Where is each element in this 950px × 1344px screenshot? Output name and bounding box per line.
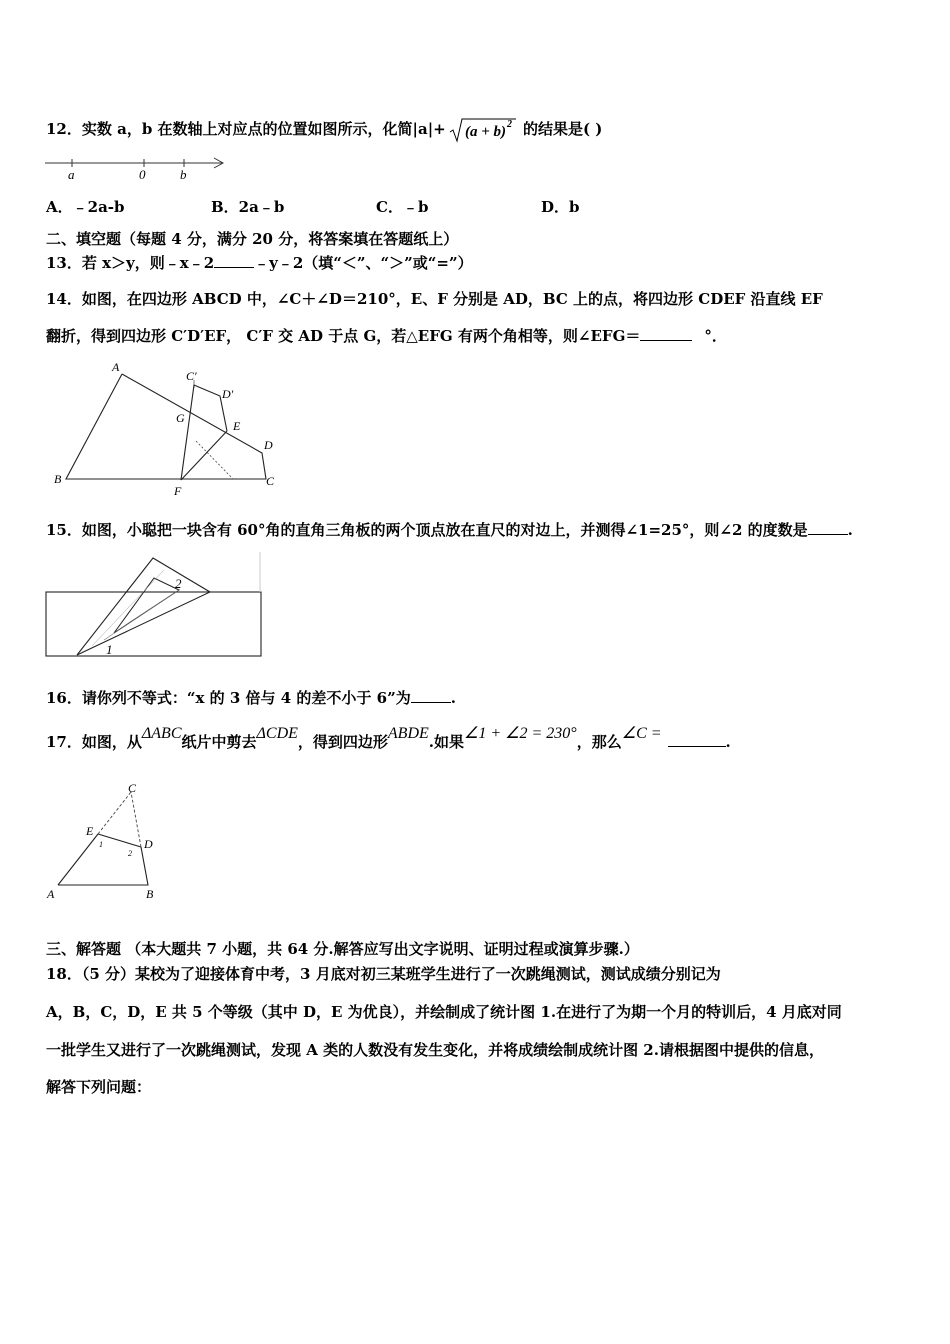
q14-line2-text: 翻折，得到四边形 C′D′EF， C′F 交 AD 于点 G，若△EFG 有两个角相等，则∠EFG＝ xyxy=(46,327,641,345)
q18-line1: 18．（5 分）某校为了迎接体育中考，3 月底对初三某班学生进行了一次跳绳测试，测试成绩分别记为 xyxy=(46,965,721,983)
q12-number-line xyxy=(44,154,229,184)
q15-text-b: . xyxy=(847,521,853,539)
axis-label-0: 0 xyxy=(139,167,146,182)
q17-label-A: A xyxy=(47,887,55,901)
q15-figure xyxy=(44,550,266,660)
q16-blank xyxy=(411,688,451,703)
q14-label-Cprime: C′ xyxy=(186,369,197,383)
q17-mid4: ，那么 xyxy=(576,733,622,751)
q17-cond: ∠1 + ∠2 = 230° xyxy=(464,725,577,742)
sqrt-symbol-icon xyxy=(448,116,518,144)
q14-line1: 14．如图，在四边形 ABCD 中，∠C＋∠D＝210°，E、F 分别是 AD，BC 上的点，将四边形 CDEF 沿直线 EF xyxy=(46,290,823,308)
q12-stem-text: 12．实数 a，b 在数轴上对应点的位置如图所示，化简|a|+ xyxy=(46,120,446,138)
q14-label-C: C xyxy=(266,474,275,488)
q12-option-c: C．﹣b xyxy=(376,198,429,216)
q17-label-D: D xyxy=(144,837,153,851)
q17-tri1: ΔABC xyxy=(141,725,182,742)
q13-blank xyxy=(214,253,254,268)
q14-label-D: D xyxy=(264,438,273,452)
section2-heading: 二、填空题（每题 4 分，满分 20 分，将答案填在答题纸上） xyxy=(46,230,459,248)
q14-label-E: E xyxy=(233,419,241,433)
q12-option-b: B．2a﹣b xyxy=(211,198,285,216)
q15 xyxy=(46,520,853,540)
q14-label-G: G xyxy=(176,411,185,425)
q17-label-C: C xyxy=(128,782,137,795)
q15-label-1: 1 xyxy=(106,642,113,657)
q16-text-b: . xyxy=(450,689,456,707)
q12-option-a: A．﹣2a-b xyxy=(46,198,125,216)
q17-label-E: E xyxy=(86,824,94,838)
q14-line2 xyxy=(46,326,727,346)
q17-mid1: 纸片中剪去 xyxy=(181,733,257,751)
q17-prefix: 17．如图，从 xyxy=(46,733,142,751)
q14-label-B: B xyxy=(54,472,62,486)
q16-text-a: 16．请你列不等式：“x 的 3 倍与 4 的差不小于 6”为 xyxy=(46,689,411,707)
q13 xyxy=(46,253,473,273)
q18-line2: A，B，C，D，E 共 5 个等级（其中 D，E 为优良），并绘制成了统计图 1.在进行了为期一个月的特训后，4 月底对同 xyxy=(46,1003,842,1021)
q14-figure xyxy=(46,358,286,500)
q14-blank xyxy=(640,326,692,341)
q17-mid2: ，得到四边形 xyxy=(297,733,388,751)
q12-radicand-exponent: 2 xyxy=(506,119,512,130)
q14-label-F: F xyxy=(174,484,182,498)
axis-label-b: b xyxy=(180,167,187,182)
q14-label-A: A xyxy=(112,360,120,374)
q17-blank xyxy=(668,732,726,747)
q12-stem xyxy=(46,116,602,144)
q13-text-b: ﹣y﹣2（填“＜”、“＞”或“=”） xyxy=(254,254,473,272)
q15-text-a: 15．如图，小聪把一块含有 60°角的直角三角板的两个顶点放在直尺的对边上，并测得∠1=25°，则∠2 的度数是 xyxy=(46,521,808,539)
q17-mid3: .如果 xyxy=(428,733,465,751)
q17 xyxy=(46,725,731,753)
q14-line2-end: °． xyxy=(704,327,727,345)
axis-label-a: a xyxy=(68,167,75,182)
q12-sqrt xyxy=(448,116,518,144)
q17-end: . xyxy=(725,733,731,751)
q12-radicand: (a + b) xyxy=(464,124,506,140)
q15-blank xyxy=(808,520,848,535)
q17-label-1: 1 xyxy=(99,840,103,849)
q16 xyxy=(46,688,456,708)
q18-line3: 一批学生又进行了一次跳绳测试，发现 A 类的人数没有发生变化，并将成绩绘制成统计图 2.请根据图中提供的信息， xyxy=(46,1041,824,1059)
q18-line4: 解答下列问题： xyxy=(46,1078,152,1096)
q17-label-B: B xyxy=(146,887,154,901)
q15-label-2: 2 xyxy=(175,576,182,591)
q12-tail: 的结果是( ) xyxy=(517,120,603,138)
q13-text-a: 13．若 x＞y，则﹣x﹣2 xyxy=(46,254,215,272)
q17-label-2: 2 xyxy=(128,849,132,858)
q17-figure xyxy=(44,782,164,902)
q17-tri2: ΔCDE xyxy=(256,725,298,742)
q17-ask: ∠C = xyxy=(621,725,662,742)
q14-label-Dprime: D′ xyxy=(222,387,234,401)
q12-option-d: D．b xyxy=(541,198,580,216)
section3-heading: 三、解答题 （本大题共 7 小题，共 64 分.解答应写出文字说明、证明过程或演算步骤.） xyxy=(46,940,639,958)
q17-quad: ABDE xyxy=(387,725,429,742)
